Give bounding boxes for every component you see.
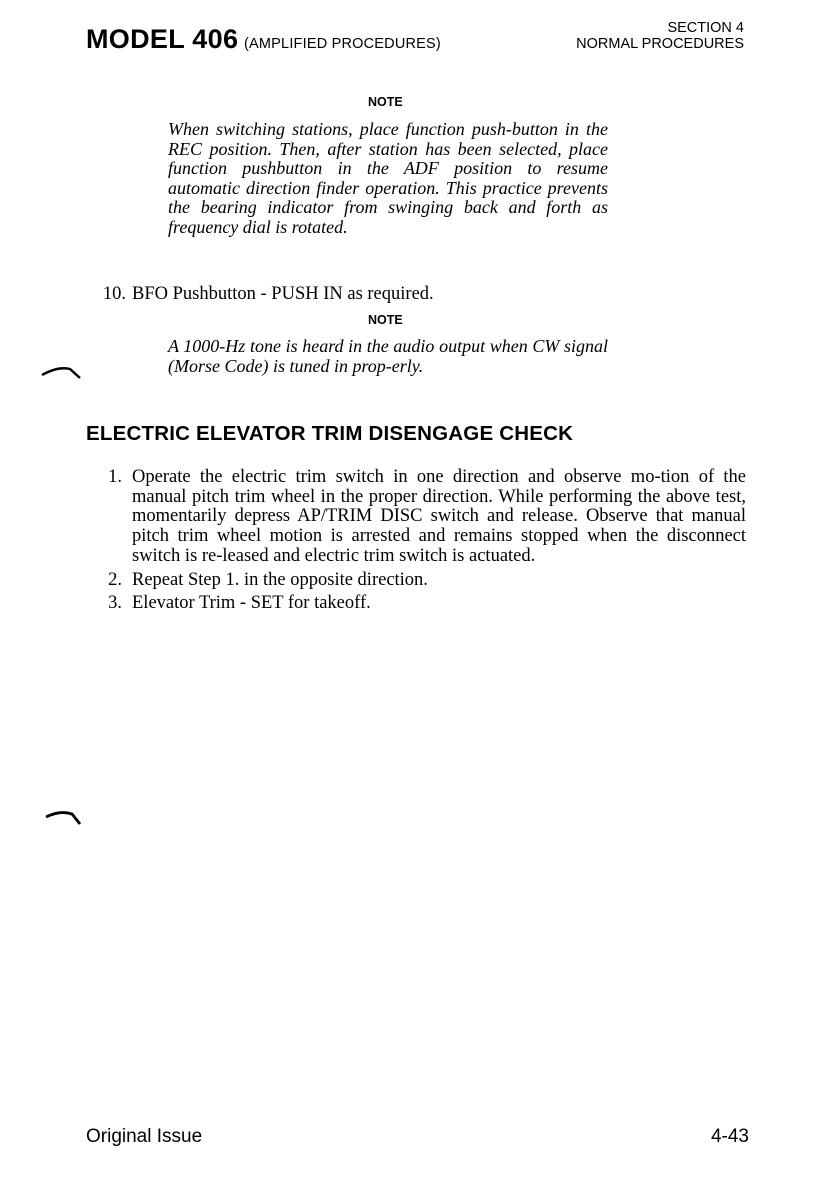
section-title: NORMAL PROCEDURES [576, 36, 744, 52]
list-item-number: 3. [108, 593, 122, 614]
manual-subtitle: (AMPLIFIED PROCEDURES) [244, 36, 441, 52]
page-number: 4-43 [710, 1126, 749, 1147]
section-heading: ELECTRIC ELEVATOR TRIM DISENGAGE CHECK [86, 422, 574, 445]
note-heading: NOTE [368, 313, 403, 327]
list-item [86, 594, 746, 614]
list-item-number: 10. [102, 284, 126, 304]
manual-model-title: MODEL 406 [86, 24, 239, 54]
revision-mark-icon [44, 808, 88, 828]
list-item-text: Repeat Step 1. in the opposite direction. [132, 569, 428, 590]
list-item [86, 571, 746, 591]
procedure-list [86, 468, 746, 618]
list-item-number: 1. [108, 467, 122, 487]
list-item [86, 468, 746, 567]
revision-mark-icon [40, 364, 84, 380]
note-body: A 1000-Hz tone is heard in the audio output when CW signal (Morse Code) is tuned in prop-erly. [168, 336, 608, 376]
note-body: When switching stations, place function push-button in the REC position. Then, after station has been selected, place function pushbutton in the ADF position to resume automatic direction finder operation. This practice prevents the bearing indicator from swinging back and forth as frequency dial is rotated. [168, 119, 608, 237]
list-item-number: 2. [108, 569, 122, 590]
note-heading: NOTE [368, 95, 403, 109]
list-item-text: BFO Pushbutton - PUSH IN as required. [132, 284, 434, 304]
list-item-text: Elevator Trim - SET for takeoff. [132, 593, 371, 614]
section-label [576, 20, 744, 52]
list-item-text: Operate the electric trim switch in one direction and observe mo-tion of the manual pitch trim wheel in the proper direction. While performing the above test, momentarily depress AP/TRIM DISC switch and release. Observe that manual pitch trim wheel motion is arrested and remains stopped when the disconnect switch is re-leased and electric trim switch is actuated. [132, 467, 746, 566]
footer-issue: Original Issue [86, 1126, 203, 1147]
section-number: SECTION 4 [667, 20, 744, 36]
